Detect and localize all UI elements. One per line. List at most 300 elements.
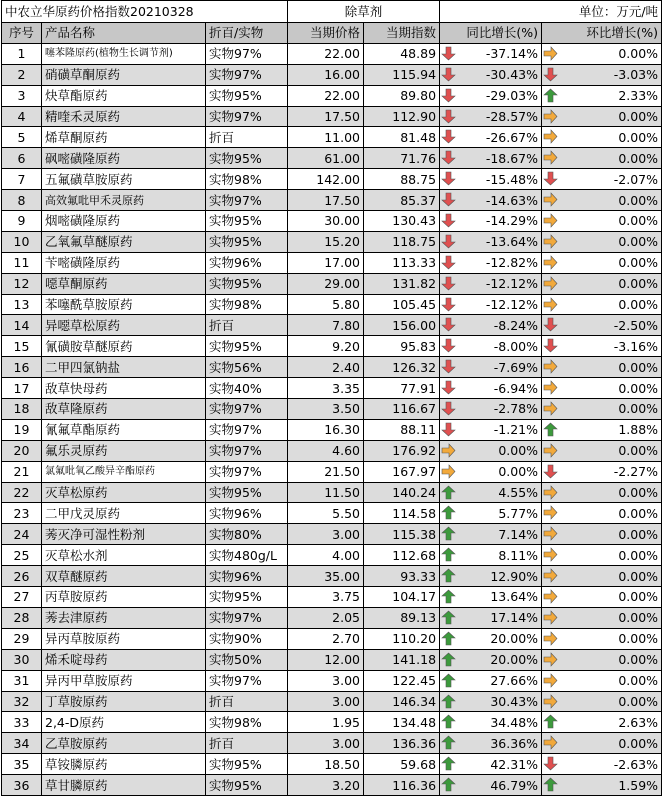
current-index: 105.45 xyxy=(364,294,440,315)
table-row xyxy=(2,43,662,64)
row-seq: 5 xyxy=(2,127,42,148)
yoy-value: -7.69% xyxy=(493,359,539,375)
mom-value: 0.00% xyxy=(618,505,659,521)
mom-change xyxy=(542,273,662,294)
mom-value: 0.00% xyxy=(618,129,659,145)
table-row xyxy=(2,754,662,775)
arrow-up-icon xyxy=(441,777,456,792)
product-name: 乙氧氟草醚原药 xyxy=(42,231,206,252)
current-index: 89.13 xyxy=(364,607,440,628)
yoy-change xyxy=(440,691,542,712)
arrow-down-icon xyxy=(441,46,456,61)
current-price: 12.00 xyxy=(288,649,364,670)
arrow-right-icon xyxy=(543,192,558,207)
current-index: 122.45 xyxy=(364,670,440,691)
yoy-change xyxy=(440,607,542,628)
table-row xyxy=(2,419,662,440)
table-row xyxy=(2,670,662,691)
arrow-down-icon xyxy=(543,756,558,771)
arrow-up-icon xyxy=(441,547,456,562)
mom-value: 0.00% xyxy=(618,297,659,313)
current-price: 4.60 xyxy=(288,440,364,461)
product-spec: 实物95% xyxy=(206,754,288,775)
yoy-value: -12.82% xyxy=(485,255,539,271)
mom-value: 0.00% xyxy=(618,234,659,250)
mom-value: 0.00% xyxy=(618,401,659,417)
product-name: 烯草酮原药 xyxy=(42,127,206,148)
mom-change xyxy=(542,106,662,127)
arrow-right-icon xyxy=(543,505,558,520)
product-spec: 实物97% xyxy=(206,440,288,461)
mom-value: 0.00% xyxy=(618,526,659,542)
arrow-right-icon xyxy=(543,735,558,750)
yoy-value: 27.66% xyxy=(490,673,539,689)
arrow-up-icon xyxy=(543,88,558,103)
product-name: 双草醚原药 xyxy=(42,566,206,587)
table-row xyxy=(2,252,662,273)
arrow-down-icon xyxy=(441,338,456,353)
mom-value: 2.63% xyxy=(618,714,659,730)
mom-value: 0.00% xyxy=(618,631,659,647)
current-index: 104.17 xyxy=(364,587,440,608)
current-index: 167.97 xyxy=(364,461,440,482)
mom-change xyxy=(542,127,662,148)
current-price: 3.00 xyxy=(288,691,364,712)
row-seq: 26 xyxy=(2,566,42,587)
yoy-change xyxy=(440,231,542,252)
mom-value: 0.00% xyxy=(618,46,659,62)
current-price: 7.80 xyxy=(288,315,364,336)
table-row xyxy=(2,649,662,670)
header-yoy: 同比增长(%) xyxy=(440,23,542,44)
product-name: 二甲四氯钠盐 xyxy=(42,357,206,378)
current-price: 17.50 xyxy=(288,190,364,211)
yoy-change xyxy=(440,628,542,649)
header-mom: 环比增长(%) xyxy=(542,23,662,44)
row-seq: 30 xyxy=(2,649,42,670)
arrow-up-icon xyxy=(441,673,456,688)
mom-value: 1.88% xyxy=(618,422,659,438)
current-price: 5.80 xyxy=(288,294,364,315)
current-index: 156.00 xyxy=(364,315,440,336)
arrow-up-icon xyxy=(543,777,558,792)
product-name: 灭草松原药 xyxy=(42,482,206,503)
yoy-change xyxy=(440,148,542,169)
arrow-right-icon xyxy=(543,547,558,562)
current-price: 22.00 xyxy=(288,85,364,106)
yoy-change xyxy=(440,399,542,420)
table-row xyxy=(2,273,662,294)
yoy-change xyxy=(440,43,542,64)
product-spec: 折百 xyxy=(206,733,288,754)
table-row xyxy=(2,587,662,608)
current-index: 48.89 xyxy=(364,43,440,64)
row-seq: 7 xyxy=(2,169,42,190)
mom-change xyxy=(542,607,662,628)
current-index: 59.68 xyxy=(364,754,440,775)
yoy-value: -12.12% xyxy=(485,276,539,292)
table-row xyxy=(2,336,662,357)
arrow-right-icon xyxy=(543,109,558,124)
product-name: 乙草胺原药 xyxy=(42,733,206,754)
current-index: 115.38 xyxy=(364,524,440,545)
yoy-change xyxy=(440,127,542,148)
mom-change xyxy=(542,566,662,587)
arrow-right-icon xyxy=(543,359,558,374)
arrow-up-icon xyxy=(441,610,456,625)
current-price: 1.95 xyxy=(288,712,364,733)
arrow-down-icon xyxy=(441,150,456,165)
yoy-value: 20.00% xyxy=(490,652,539,668)
yoy-change xyxy=(440,336,542,357)
mom-value: 1.59% xyxy=(618,777,659,793)
yoy-change xyxy=(440,106,542,127)
current-price: 16.00 xyxy=(288,64,364,85)
header-row xyxy=(2,23,662,44)
current-price: 3.20 xyxy=(288,775,364,796)
arrow-down-icon xyxy=(441,297,456,312)
arrow-down-icon xyxy=(441,67,456,82)
product-name: 烯禾啶母药 xyxy=(42,649,206,670)
unit-label: 单位：万元/吨 xyxy=(440,1,662,23)
yoy-value: 17.14% xyxy=(490,610,539,626)
mom-change xyxy=(542,148,662,169)
table-row xyxy=(2,148,662,169)
table-row xyxy=(2,712,662,733)
yoy-change xyxy=(440,211,542,232)
current-index: 118.75 xyxy=(364,231,440,252)
current-price: 61.00 xyxy=(288,148,364,169)
current-price: 17.50 xyxy=(288,106,364,127)
yoy-change xyxy=(440,754,542,775)
arrow-right-icon xyxy=(543,673,558,688)
yoy-change xyxy=(440,273,542,294)
product-name: 敌草隆原药 xyxy=(42,399,206,420)
product-name: 硝磺草酮原药 xyxy=(42,64,206,85)
arrow-right-icon xyxy=(543,255,558,270)
row-seq: 24 xyxy=(2,524,42,545)
arrow-down-icon xyxy=(441,380,456,395)
current-index: 176.92 xyxy=(364,440,440,461)
arrow-right-icon xyxy=(543,297,558,312)
mom-value: -2.63% xyxy=(613,756,659,772)
current-index: 131.82 xyxy=(364,273,440,294)
product-name: 氰磺胺草醚原药 xyxy=(42,336,206,357)
yoy-value: 34.48% xyxy=(490,714,539,730)
arrow-right-icon xyxy=(543,652,558,667)
current-index: 140.24 xyxy=(364,482,440,503)
yoy-change xyxy=(440,670,542,691)
product-spec: 实物97% xyxy=(206,190,288,211)
arrow-up-icon xyxy=(441,652,456,667)
table-row xyxy=(2,461,662,482)
table-row xyxy=(2,211,662,232)
yoy-change xyxy=(440,712,542,733)
yoy-value: -1.21% xyxy=(493,422,539,438)
product-spec: 实物96% xyxy=(206,503,288,524)
yoy-value: -13.64% xyxy=(485,234,539,250)
product-spec: 实物97% xyxy=(206,64,288,85)
current-index: 130.43 xyxy=(364,211,440,232)
product-spec: 实物97% xyxy=(206,461,288,482)
table-row xyxy=(2,127,662,148)
mom-value: 0.00% xyxy=(618,276,659,292)
mom-value: 0.00% xyxy=(618,150,659,166)
product-name: 氯氟吡氧乙酸异辛酯原药 xyxy=(42,461,206,482)
mom-change xyxy=(542,482,662,503)
mom-change xyxy=(542,357,662,378)
table-row xyxy=(2,733,662,754)
table-row xyxy=(2,691,662,712)
mom-value: -2.07% xyxy=(613,171,659,187)
mom-value: 0.00% xyxy=(618,589,659,605)
yoy-value: 20.00% xyxy=(490,631,539,647)
current-price: 3.00 xyxy=(288,670,364,691)
row-seq: 23 xyxy=(2,503,42,524)
arrow-right-icon xyxy=(543,380,558,395)
row-seq: 19 xyxy=(2,419,42,440)
table-row xyxy=(2,357,662,378)
mom-change xyxy=(542,670,662,691)
arrow-right-icon xyxy=(543,46,558,61)
yoy-value: -18.67% xyxy=(485,150,539,166)
header-spec: 折百/实物 xyxy=(206,23,288,44)
product-spec: 实物95% xyxy=(206,775,288,796)
mom-change xyxy=(542,712,662,733)
yoy-change xyxy=(440,503,542,524)
mom-change xyxy=(542,545,662,566)
row-seq: 21 xyxy=(2,461,42,482)
current-index: 126.32 xyxy=(364,357,440,378)
table-row xyxy=(2,106,662,127)
arrow-down-icon xyxy=(441,109,456,124)
mom-value: -2.27% xyxy=(613,464,659,480)
product-spec: 实物96% xyxy=(206,252,288,273)
table-row xyxy=(2,524,662,545)
arrow-up-icon xyxy=(441,631,456,646)
arrow-down-icon xyxy=(441,88,456,103)
product-name: 灭草松水剂 xyxy=(42,545,206,566)
header-price: 当期价格 xyxy=(288,23,364,44)
table-row xyxy=(2,607,662,628)
yoy-value: -29.03% xyxy=(485,88,539,104)
yoy-change xyxy=(440,733,542,754)
row-seq: 13 xyxy=(2,294,42,315)
row-seq: 33 xyxy=(2,712,42,733)
arrow-down-icon xyxy=(441,422,456,437)
yoy-value: -8.24% xyxy=(493,317,539,333)
yoy-value: -12.12% xyxy=(485,297,539,313)
mom-change xyxy=(542,169,662,190)
current-index: 110.20 xyxy=(364,628,440,649)
row-seq: 4 xyxy=(2,106,42,127)
mom-change xyxy=(542,440,662,461)
mom-change xyxy=(542,85,662,106)
mom-change xyxy=(542,587,662,608)
yoy-value: 5.77% xyxy=(498,505,539,521)
arrow-up-icon xyxy=(441,505,456,520)
product-name: 精喹禾灵原药 xyxy=(42,106,206,127)
product-name: 噻苯隆原药(植物生长调节剂) xyxy=(42,43,206,64)
mom-change xyxy=(542,399,662,420)
product-name: 丙草胺原药 xyxy=(42,587,206,608)
mom-change xyxy=(542,461,662,482)
arrow-right-icon xyxy=(441,464,456,479)
product-name: 草铵膦原药 xyxy=(42,754,206,775)
yoy-change xyxy=(440,461,542,482)
current-index: 93.33 xyxy=(364,566,440,587)
arrow-down-icon xyxy=(441,317,456,332)
yoy-change xyxy=(440,587,542,608)
yoy-value: 0.00% xyxy=(498,443,539,459)
product-name: 莠去津原药 xyxy=(42,607,206,628)
row-seq: 9 xyxy=(2,211,42,232)
mom-value: 0.00% xyxy=(618,192,659,208)
current-price: 9.20 xyxy=(288,336,364,357)
current-price: 16.30 xyxy=(288,419,364,440)
row-seq: 10 xyxy=(2,231,42,252)
product-spec: 实物97% xyxy=(206,106,288,127)
table-row xyxy=(2,315,662,336)
table-row xyxy=(2,545,662,566)
row-seq: 28 xyxy=(2,607,42,628)
arrow-right-icon xyxy=(543,150,558,165)
mom-value: 0.00% xyxy=(618,213,659,229)
yoy-value: -15.48% xyxy=(485,171,539,187)
product-spec: 折百 xyxy=(206,127,288,148)
yoy-value: -26.67% xyxy=(485,129,539,145)
row-seq: 17 xyxy=(2,378,42,399)
current-index: 116.36 xyxy=(364,775,440,796)
yoy-value: -8.00% xyxy=(493,338,539,354)
current-index: 141.18 xyxy=(364,649,440,670)
yoy-value: 0.00% xyxy=(498,464,539,480)
arrow-down-icon xyxy=(441,255,456,270)
table-row xyxy=(2,566,662,587)
arrow-down-icon xyxy=(543,464,558,479)
product-name: 异丙甲草胺原药 xyxy=(42,670,206,691)
product-name: 高效氟吡甲禾灵原药 xyxy=(42,190,206,211)
arrow-down-icon xyxy=(441,359,456,374)
arrow-right-icon xyxy=(543,631,558,646)
arrow-down-icon xyxy=(543,338,558,353)
row-seq: 31 xyxy=(2,670,42,691)
product-name: 烟嘧磺隆原药 xyxy=(42,211,206,232)
table-row xyxy=(2,85,662,106)
row-seq: 16 xyxy=(2,357,42,378)
category-label: 除草剂 xyxy=(288,1,440,23)
product-spec: 实物95% xyxy=(206,587,288,608)
current-price: 3.00 xyxy=(288,733,364,754)
yoy-change xyxy=(440,357,542,378)
product-name: 莠灭净可湿性粉剂 xyxy=(42,524,206,545)
mom-change xyxy=(542,733,662,754)
product-spec: 实物95% xyxy=(206,148,288,169)
current-price: 11.50 xyxy=(288,482,364,503)
arrow-right-icon xyxy=(543,213,558,228)
product-spec: 实物95% xyxy=(206,211,288,232)
product-name: 二甲戊灵原药 xyxy=(42,503,206,524)
current-price: 2.70 xyxy=(288,628,364,649)
mom-value: 0.00% xyxy=(618,568,659,584)
yoy-value: -2.78% xyxy=(493,401,539,417)
arrow-right-icon xyxy=(543,401,558,416)
mom-change xyxy=(542,211,662,232)
product-spec: 实物50% xyxy=(206,649,288,670)
product-name: 五氟磺草胺原药 xyxy=(42,169,206,190)
row-seq: 1 xyxy=(2,43,42,64)
table-row xyxy=(2,294,662,315)
mom-change xyxy=(542,336,662,357)
arrow-up-icon xyxy=(441,694,456,709)
arrow-down-icon xyxy=(441,234,456,249)
current-index: 146.34 xyxy=(364,691,440,712)
price-index-table xyxy=(1,0,662,796)
mom-change xyxy=(542,64,662,85)
yoy-change xyxy=(440,252,542,273)
arrow-down-icon xyxy=(543,171,558,186)
mom-value: -2.50% xyxy=(613,317,659,333)
mom-change xyxy=(542,649,662,670)
product-spec: 实物95% xyxy=(206,482,288,503)
current-price: 3.00 xyxy=(288,524,364,545)
mom-value: 0.00% xyxy=(618,735,659,751)
product-spec: 实物97% xyxy=(206,607,288,628)
yoy-change xyxy=(440,64,542,85)
current-price: 142.00 xyxy=(288,169,364,190)
arrow-right-icon xyxy=(543,526,558,541)
yoy-value: -37.14% xyxy=(485,46,539,62)
current-price: 17.00 xyxy=(288,252,364,273)
arrow-right-icon xyxy=(543,276,558,291)
arrow-down-icon xyxy=(441,276,456,291)
mom-change xyxy=(542,252,662,273)
mom-value: 0.00% xyxy=(618,359,659,375)
arrow-up-icon xyxy=(441,526,456,541)
arrow-down-icon xyxy=(543,317,558,332)
product-spec: 实物96% xyxy=(206,566,288,587)
mom-change xyxy=(542,524,662,545)
table-row xyxy=(2,628,662,649)
yoy-value: 7.14% xyxy=(498,526,539,542)
current-index: 115.94 xyxy=(364,64,440,85)
table-row xyxy=(2,231,662,252)
yoy-value: 4.55% xyxy=(498,485,539,501)
current-price: 22.00 xyxy=(288,43,364,64)
mom-value: 0.00% xyxy=(618,610,659,626)
product-name: 2,4-D原药 xyxy=(42,712,206,733)
row-seq: 32 xyxy=(2,691,42,712)
current-index: 71.76 xyxy=(364,148,440,169)
table-row xyxy=(2,399,662,420)
product-spec: 实物90% xyxy=(206,628,288,649)
product-spec: 折百 xyxy=(206,315,288,336)
table-row xyxy=(2,190,662,211)
mom-change xyxy=(542,231,662,252)
product-name: 苯噻酰草胺原药 xyxy=(42,294,206,315)
mom-change xyxy=(542,419,662,440)
mom-value: -3.03% xyxy=(613,67,659,83)
product-name: 炔草酯原药 xyxy=(42,85,206,106)
mom-change xyxy=(542,294,662,315)
arrow-up-icon xyxy=(441,568,456,583)
current-price: 15.20 xyxy=(288,231,364,252)
table-row xyxy=(2,503,662,524)
current-price: 30.00 xyxy=(288,211,364,232)
product-spec: 实物95% xyxy=(206,85,288,106)
index-title: 中农立华原药价格指数20210328 xyxy=(2,1,288,23)
yoy-value: -14.63% xyxy=(485,192,539,208)
